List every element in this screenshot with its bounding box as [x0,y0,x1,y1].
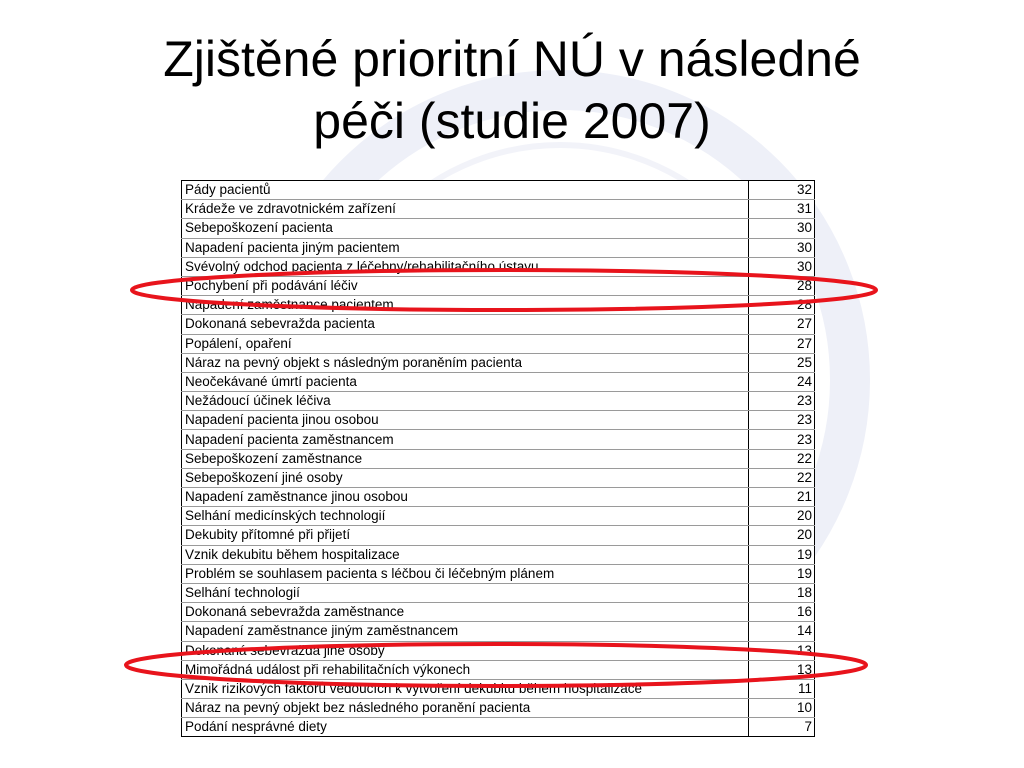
table-row [182,679,815,698]
event-count: 21 [749,488,815,507]
event-label: Sebepoškození pacienta [182,219,749,238]
table-row [182,507,815,526]
slide-title [0,28,1024,152]
event-label: Napadení pacienta jinou osobou [182,411,749,430]
table-row [182,200,815,219]
event-count: 30 [749,219,815,238]
event-count: 31 [749,200,815,219]
table-row [182,392,815,411]
event-count: 10 [749,699,815,718]
event-count: 11 [749,679,815,698]
adverse-events-table [181,180,815,737]
table-row [182,718,815,737]
event-label: Napadení pacienta jiným pacientem [182,238,749,257]
table-row [182,430,815,449]
event-count: 13 [749,660,815,679]
table-row [182,545,815,564]
event-label: Krádeže ve zdravotnickém zařízení [182,200,749,219]
event-label: Pochybení při podávání léčiv [182,276,749,295]
table-row [182,449,815,468]
event-label: Mimořádná událost při rehabilitačních výkonech [182,660,749,679]
table-row [182,583,815,602]
table-row [182,603,815,622]
event-label: Náraz na pevný objekt bez následného poranění pacienta [182,699,749,718]
event-label: Nežádoucí účinek léčiva [182,392,749,411]
table-row [182,699,815,718]
event-label: Pády pacientů [182,181,749,200]
event-label: Dekubity přítomné při přijetí [182,526,749,545]
table-row [182,660,815,679]
event-label: Napadení zaměstnance jinou osobou [182,488,749,507]
event-count: 16 [749,603,815,622]
table-row [182,488,815,507]
event-count: 28 [749,276,815,295]
event-count: 30 [749,238,815,257]
table-row [182,641,815,660]
table-row [182,257,815,276]
event-count: 27 [749,334,815,353]
event-label: Sebepoškození jiné osoby [182,468,749,487]
event-label: Problém se souhlasem pacienta s léčbou či léčebným plánem [182,564,749,583]
event-label: Vznik dekubitu během hospitalizace [182,545,749,564]
event-label: Dokonaná sebevražda jiné osoby [182,641,749,660]
table-row [182,526,815,545]
event-count: 20 [749,507,815,526]
event-count: 25 [749,353,815,372]
event-count: 19 [749,545,815,564]
title-line-1: Zjištěné prioritní NÚ v následné [163,31,861,87]
event-count: 22 [749,468,815,487]
event-label: Napadení pacienta zaměstnancem [182,430,749,449]
event-count: 18 [749,583,815,602]
event-count: 22 [749,449,815,468]
table-row [182,564,815,583]
table-row [182,181,815,200]
table-row [182,276,815,295]
event-count: 23 [749,430,815,449]
event-label: Napadení zaměstnance pacientem [182,296,749,315]
event-label: Dokonaná sebevražda pacienta [182,315,749,334]
event-count: 23 [749,411,815,430]
event-label: Dokonaná sebevražda zaměstnance [182,603,749,622]
event-count: 14 [749,622,815,641]
title-line-2: péči (studie 2007) [313,93,711,149]
event-label: Selhání medicínských technologií [182,507,749,526]
table-row [182,372,815,391]
table-row [182,315,815,334]
table-row [182,353,815,372]
table-row [182,238,815,257]
event-count: 32 [749,181,815,200]
event-label: Náraz na pevný objekt s následným poraněním pacienta [182,353,749,372]
event-count: 19 [749,564,815,583]
event-count: 27 [749,315,815,334]
event-label: Sebepoškození zaměstnance [182,449,749,468]
event-count: 30 [749,257,815,276]
event-label: Selhání technologií [182,583,749,602]
table-row [182,334,815,353]
event-count: 7 [804,719,812,735]
table-row [182,296,815,315]
table-row [182,622,815,641]
event-label: Vznik rizikových faktorů vedoucích k vytvoření dekubitu během hospitalizace [182,679,749,698]
event-label: Svévolný odchod pacienta z léčebny/rehabilitačního ústavu [182,257,749,276]
table-row [182,468,815,487]
table-row [182,219,815,238]
event-label: Napadení zaměstnance jiným zaměstnancem [182,622,749,641]
event-count: 28 [749,296,815,315]
event-count: 23 [749,392,815,411]
event-label: Podání nesprávné diety [182,718,749,737]
table-row [182,411,815,430]
event-label: Neočekávané úmrtí pacienta [182,372,749,391]
event-label: Popálení, opaření [182,334,749,353]
event-count: 20 [749,526,815,545]
event-count: 24 [749,372,815,391]
event-count: 13 [749,641,815,660]
